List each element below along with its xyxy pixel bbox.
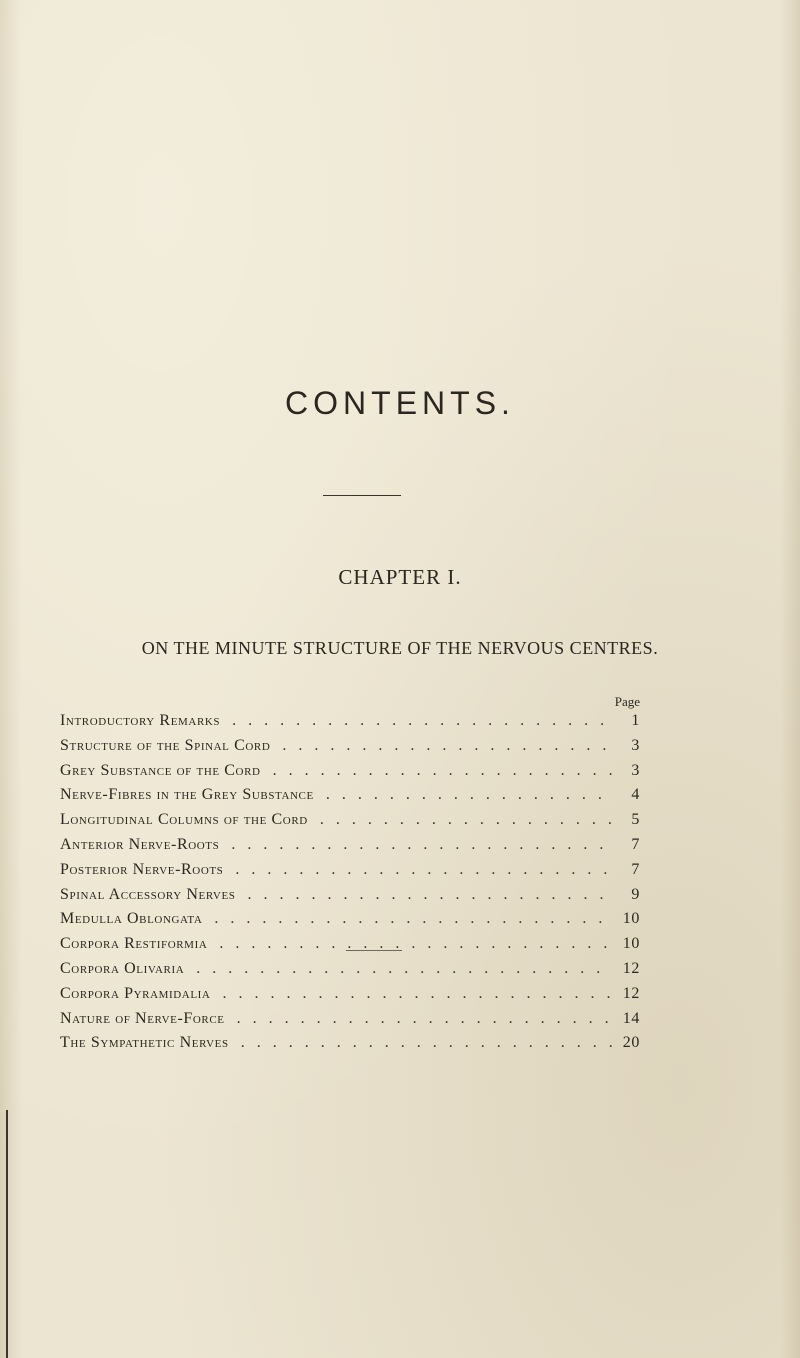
- leader-dots: [207, 935, 612, 953]
- leader-dots: [270, 737, 612, 755]
- toc-entry[interactable]: [60, 762, 640, 787]
- leader-dots: [229, 1034, 612, 1052]
- toc-entry[interactable]: [60, 836, 640, 861]
- toc-entry-title: Medulla Oblongata: [60, 910, 203, 928]
- leader-dots: [261, 762, 612, 780]
- toc-entry-title: Structure of the Spinal Cord: [60, 736, 271, 754]
- page-edge-line: [6, 1110, 8, 1358]
- leader-dots: [236, 886, 612, 904]
- toc-entry-page: 10: [622, 910, 640, 928]
- toc-entry-title: Corpora Restiformia: [60, 935, 208, 953]
- toc-entry-page: 1: [631, 712, 640, 729]
- leader-dots: [210, 985, 612, 1003]
- chapter-heading: CHAPTER I.: [338, 565, 462, 589]
- toc-entry-page: 20: [622, 1034, 640, 1052]
- leader-dots: [314, 786, 612, 804]
- toc-entry[interactable]: [60, 861, 640, 886]
- toc-entry-page: 12: [622, 984, 640, 1002]
- toc-entry-page: 9: [631, 885, 640, 903]
- toc-entry[interactable]: [60, 935, 640, 960]
- leader-dots: [225, 1010, 612, 1028]
- toc-entry-title: Introductory Remarks: [60, 712, 221, 729]
- toc-entry-title: Nerve-Fibres in the Grey Substance: [60, 786, 314, 804]
- toc-entry[interactable]: [60, 737, 640, 762]
- toc-entry-page: 12: [622, 959, 640, 977]
- toc-entry-page: 10: [622, 935, 640, 953]
- toc-entry[interactable]: [60, 886, 640, 911]
- leader-dots: [223, 861, 612, 879]
- toc-list: [60, 712, 640, 1059]
- footer-divider: [346, 950, 402, 951]
- leader-dots: [202, 910, 612, 928]
- toc-entry-title: The Sympathetic Nerves: [60, 1034, 229, 1052]
- heading-divider: [323, 495, 401, 496]
- toc-entry[interactable]: [60, 960, 640, 985]
- toc-entry-title: Posterior Nerve-Roots: [60, 860, 224, 878]
- chapter-subtitle: ON THE MINUTE STRUCTURE OF THE NERVOUS CENTRES.: [141, 638, 659, 658]
- leader-dots: [184, 960, 612, 978]
- toc-entry-page: 4: [631, 786, 640, 804]
- toc-entry-title: Nature of Nerve-Force: [60, 1009, 225, 1027]
- toc-entry-page: 3: [631, 761, 640, 779]
- toc-entry-page: 3: [631, 736, 640, 754]
- page-column-label: Page: [614, 694, 640, 709]
- toc-entry[interactable]: [60, 1034, 640, 1059]
- toc-entry-title: Grey Substance of the Cord: [60, 761, 261, 779]
- toc-entry-title: Spinal Accessory Nerves: [60, 885, 236, 903]
- toc-entry-title: Anterior Nerve-Roots: [60, 835, 220, 853]
- toc-entry[interactable]: [60, 786, 640, 811]
- leader-dots: [308, 811, 612, 829]
- leader-dots: [219, 836, 612, 854]
- toc-entry-title: Corpora Olivaria: [60, 959, 185, 977]
- toc-entry[interactable]: [60, 712, 640, 737]
- toc-entry-page: 7: [631, 835, 640, 853]
- leader-dots: [220, 712, 612, 730]
- contents-heading: CONTENTS.: [285, 385, 515, 421]
- toc-entry-page: 7: [631, 860, 640, 878]
- toc-entry[interactable]: [60, 1010, 640, 1035]
- toc-entry[interactable]: [60, 985, 640, 1010]
- toc-entry-title: Corpora Pyramidalia: [60, 984, 211, 1002]
- toc-entry[interactable]: [60, 811, 640, 836]
- toc-entry[interactable]: [60, 910, 640, 935]
- toc-entry-page: 14: [622, 1009, 640, 1027]
- toc-entry-title: Longitudinal Columns of the Cord: [60, 811, 308, 829]
- toc-entry-page: 5: [631, 811, 640, 829]
